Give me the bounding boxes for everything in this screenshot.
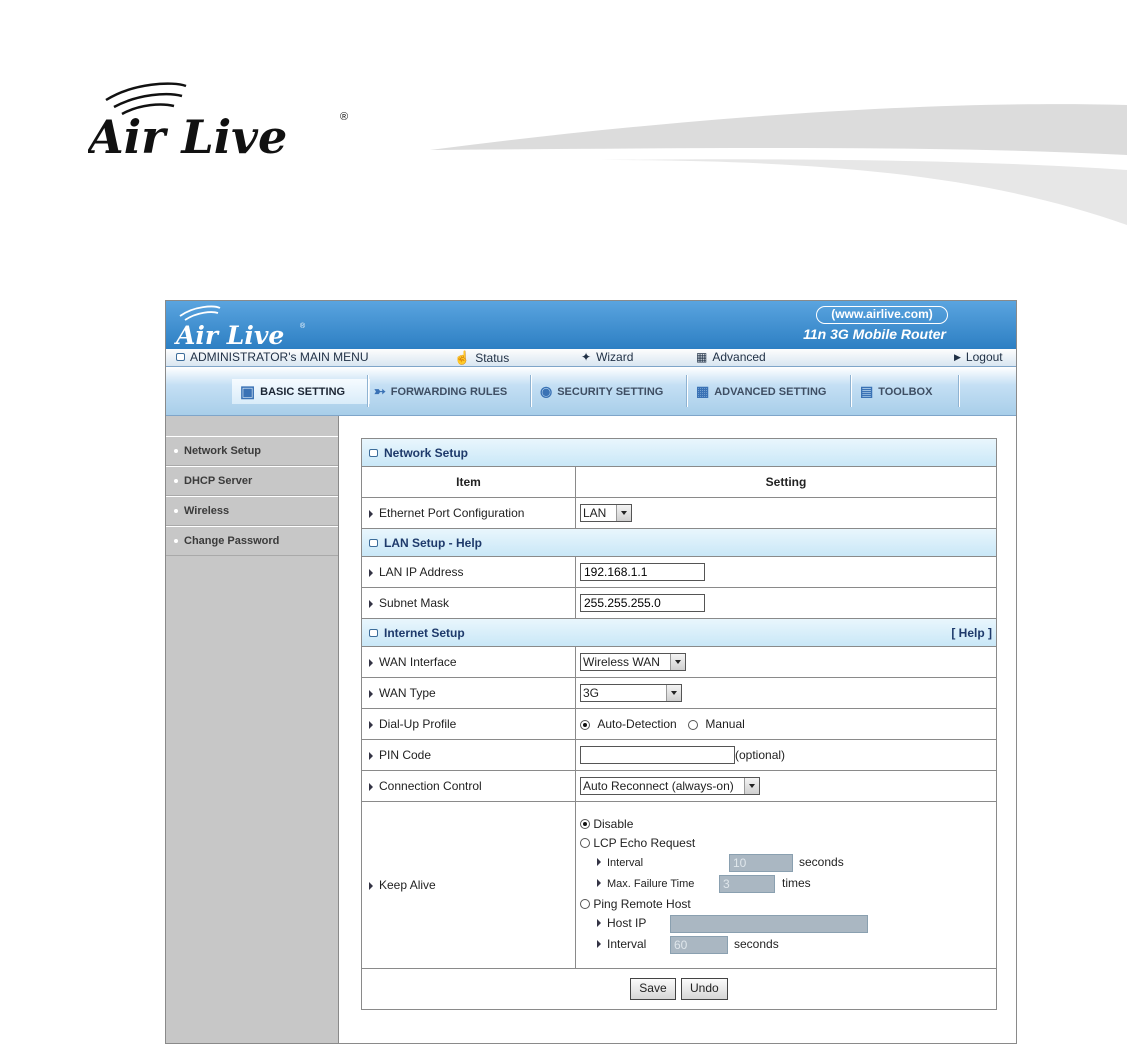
bullet-icon (174, 509, 178, 513)
tab-divider (686, 375, 688, 407)
sidebar-item-label: Wireless (184, 505, 230, 517)
connection-control-select[interactable] (580, 777, 760, 795)
chevron-down-icon (744, 778, 759, 794)
triangle-bullet-icon (369, 569, 373, 577)
section-square-icon (369, 539, 378, 547)
sidebar-item-wireless[interactable] (166, 496, 338, 526)
dialup-auto-radio[interactable] (580, 720, 590, 730)
section-header-network-setup (362, 439, 997, 467)
tab-label: ADVANCED SETTING (714, 385, 827, 398)
advanced-icon: ▦ (696, 350, 708, 364)
triangle-bullet-icon (369, 659, 373, 667)
table-row (362, 771, 997, 802)
triangle-bullet-icon (369, 721, 373, 729)
tab-divider (367, 375, 369, 407)
tab-toolbox[interactable] (860, 379, 932, 404)
wizard-icon: ✦ (581, 350, 592, 364)
section-header-lan-setup (362, 529, 997, 557)
tab-label: BASIC SETTING (260, 385, 346, 398)
triangle-bullet-icon (369, 783, 373, 791)
select-value: Wireless WAN (583, 655, 660, 669)
table-row (362, 498, 997, 529)
sidebar-item-change-password[interactable] (166, 526, 338, 556)
tab-label: SECURITY SETTING (557, 385, 664, 398)
tab-label: TOOLBOX (878, 385, 933, 398)
main-menu-link[interactable] (176, 350, 369, 364)
banner-model: 11n 3G Mobile Router (803, 326, 946, 342)
tab-basic-setting[interactable] (232, 379, 370, 404)
triangle-bullet-icon (369, 690, 373, 698)
tab-security-setting[interactable] (540, 379, 663, 404)
connection-control-label: Connection Control (379, 779, 482, 793)
select-value: Auto Reconnect (always-on) (583, 779, 734, 793)
lock-icon: ◉ (540, 383, 553, 399)
subnet-mask-input[interactable] (580, 594, 705, 612)
ping-interval-input[interactable] (670, 936, 728, 954)
section-square-icon (369, 449, 378, 457)
table-row (362, 647, 997, 678)
pin-optional-note: (optional) (735, 748, 786, 762)
chevron-right-icon: ▶ (954, 351, 961, 362)
bullet-icon (174, 539, 178, 543)
settings-content (361, 438, 997, 1010)
pin-code-input[interactable] (580, 746, 735, 764)
svg-text:®: ® (300, 323, 306, 330)
advanced-icon: ▦ (696, 383, 710, 399)
chevron-down-icon (670, 654, 685, 670)
section-title-link[interactable]: LAN Setup - Help (384, 535, 482, 550)
triangle-bullet-icon (369, 882, 373, 890)
airlive-logo (88, 78, 388, 168)
advanced-label: Advanced (712, 350, 766, 364)
triangle-bullet-icon (369, 752, 373, 760)
keep-alive-label: Keep Alive (379, 878, 436, 892)
dialup-manual-radio[interactable] (688, 720, 698, 730)
max-failure-label: Max. Failure Time (607, 877, 695, 890)
table-row (362, 557, 997, 588)
main-menubar (166, 349, 1016, 367)
sidebar-item-label: DHCP Server (184, 475, 253, 487)
ethernet-port-select[interactable] (580, 504, 632, 522)
button-row (362, 969, 997, 1010)
status-icon: ☝ (454, 350, 471, 365)
wizard-label: Wizard (596, 350, 634, 364)
chevron-down-icon (616, 505, 631, 521)
select-value: 3G (583, 686, 600, 700)
table-row (362, 709, 997, 740)
tab-label: FORWARDING RULES (390, 385, 508, 398)
triangle-bullet-icon (369, 510, 373, 518)
settings-tabbar (166, 367, 1016, 416)
pin-code-label: PIN Code (379, 748, 432, 762)
logout-link[interactable] (954, 350, 1003, 364)
status-link[interactable] (454, 350, 509, 366)
lan-ip-label: LAN IP Address (379, 565, 464, 579)
sidebar-item-network-setup[interactable] (166, 436, 338, 466)
table-row (362, 588, 997, 619)
section-title: Internet Setup (384, 625, 465, 640)
triangle-bullet-icon (597, 858, 601, 866)
arrows-icon: ➳ (374, 383, 386, 399)
table-row (362, 740, 997, 771)
max-failure-input[interactable] (719, 875, 775, 893)
router-admin-frame (165, 300, 1017, 1044)
wan-type-label: WAN Type (379, 686, 436, 700)
sidebar (166, 416, 339, 1043)
tab-advanced-setting[interactable] (696, 379, 826, 404)
advanced-link[interactable] (696, 350, 766, 364)
ethernet-port-label: Ethernet Port Configuration (379, 506, 525, 520)
lcp-interval-input[interactable] (729, 854, 793, 872)
subnet-mask-label: Subnet Mask (379, 596, 450, 610)
col-header-setting: Setting (576, 467, 997, 498)
save-button[interactable]: Save (630, 978, 675, 1000)
tab-forwarding-rules[interactable] (374, 379, 507, 404)
main-menu-label: ADMINISTRATOR's MAIN MENU (190, 350, 369, 364)
lan-ip-input[interactable] (580, 563, 705, 581)
sidebar-item-label: Change Password (184, 535, 280, 547)
times-label: times (782, 875, 811, 890)
triangle-bullet-icon (597, 879, 601, 887)
lcp-interval-label: Interval (607, 856, 644, 869)
tab-divider (958, 375, 960, 407)
svg-text:®: ® (340, 111, 349, 123)
lcp-seconds-label: seconds (799, 854, 844, 869)
banner-url[interactable]: (www.airlive.com) (816, 306, 948, 324)
chevron-down-icon (666, 685, 681, 701)
sidebar-item-dhcp-server[interactable] (166, 466, 338, 496)
table-row (362, 802, 997, 969)
sidebar-item-label: Network Setup (184, 445, 262, 457)
dialup-profile-label: Dial-Up Profile (379, 717, 457, 731)
table-header-row (362, 467, 997, 498)
settings-table (361, 438, 997, 1010)
ping-interval-label: Interval (607, 936, 647, 951)
bullet-icon (174, 479, 178, 483)
keepalive-disable-label: Disable (593, 816, 634, 831)
keepalive-lcp-label: LCP Echo Request (593, 835, 696, 850)
dialup-manual-label: Manual (705, 717, 745, 731)
keepalive-disable-radio[interactable] (580, 819, 590, 829)
book-icon: ▣ (240, 383, 256, 401)
triangle-bullet-icon (369, 600, 373, 608)
tab-divider (530, 375, 532, 407)
banner-logo (174, 304, 314, 348)
triangle-bullet-icon (597, 919, 601, 927)
ping-seconds-label: seconds (734, 936, 779, 951)
toolbox-icon: ▤ (860, 383, 874, 399)
wan-interface-label: WAN Interface (379, 655, 457, 669)
col-header-item: Item (362, 467, 576, 498)
bullet-icon (174, 449, 178, 453)
menu-square-icon (176, 353, 185, 361)
wan-type-select[interactable] (580, 684, 682, 702)
triangle-bullet-icon (597, 940, 601, 948)
wizard-link[interactable] (581, 350, 633, 364)
host-ip-label: Host IP (607, 915, 647, 930)
table-row (362, 678, 997, 709)
svg-text:Air Live: Air Live (176, 321, 285, 348)
help-link[interactable]: [ Help ] (951, 625, 992, 640)
section-title: Network Setup (384, 445, 469, 460)
status-label: Status (475, 351, 510, 365)
tab-divider (850, 375, 852, 407)
router-banner (166, 301, 1016, 349)
host-ip-input[interactable] (670, 915, 868, 933)
undo-button[interactable]: Undo (681, 978, 728, 1000)
keepalive-ping-label: Ping Remote Host (593, 896, 691, 911)
keepalive-ping-radio[interactable] (580, 899, 590, 909)
svg-text:Air Live: Air Live (88, 110, 288, 164)
section-header-internet-setup (362, 619, 997, 647)
dialup-auto-label: Auto-Detection (597, 717, 677, 731)
section-square-icon (369, 629, 378, 637)
wan-interface-select[interactable] (580, 653, 686, 671)
logout-label: Logout (965, 350, 1003, 364)
keepalive-lcp-radio[interactable] (580, 838, 590, 848)
select-value: LAN (583, 506, 607, 520)
